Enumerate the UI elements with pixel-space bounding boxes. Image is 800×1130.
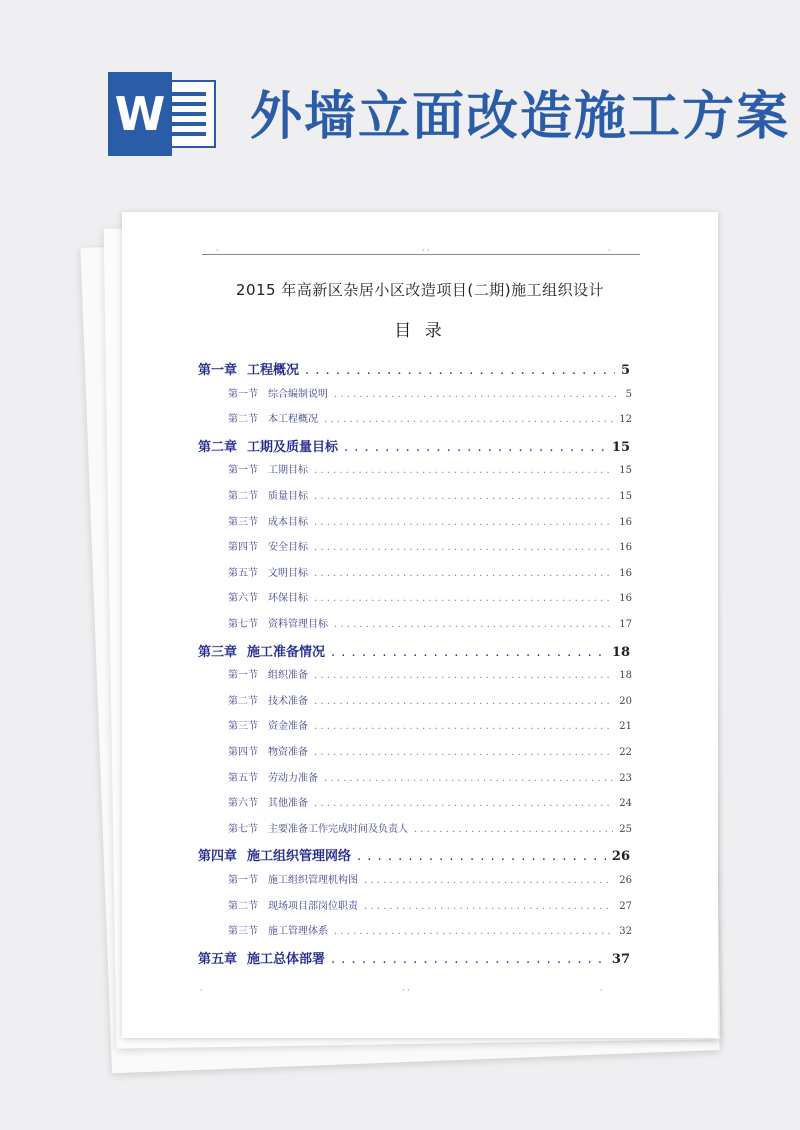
- toc-entry-title: 质量目标: [268, 491, 308, 502]
- dot-leader: [314, 517, 613, 528]
- toc-page-number: 27: [619, 900, 632, 912]
- toc-section-entry[interactable]: [228, 666, 632, 681]
- toc-entry-label: 第七节: [228, 619, 258, 630]
- toc-entry-label: 第四节: [228, 747, 258, 758]
- toc-entry-title: 劳动力准备: [268, 772, 318, 784]
- toc-entry-title: 现场项目部岗位职责: [268, 900, 358, 912]
- toc-section-entry[interactable]: [228, 461, 632, 476]
- toc-page-number: 21: [619, 721, 632, 733]
- toc-entry-label: 第一节: [228, 670, 258, 682]
- toc-entry-title: 其他准备: [268, 798, 308, 810]
- toc-section-entry[interactable]: [228, 385, 632, 400]
- dot-leader: [314, 465, 613, 476]
- toc-entry-title: 施工总体部署: [247, 951, 326, 967]
- dot-leader: [314, 491, 613, 502]
- footer-mark: · ·: [402, 986, 410, 995]
- toc-chapter-entry[interactable]: [198, 436, 630, 455]
- toc-page-number: 16: [619, 593, 632, 605]
- dot-leader: [305, 363, 615, 378]
- toc-entry-label: 第六节: [228, 593, 258, 605]
- toc-page-number: 16: [619, 516, 632, 528]
- toc-entry-title: 环保目标: [268, 593, 308, 605]
- toc-page-number: 26: [611, 849, 630, 865]
- toc-entry-title: 资金准备: [268, 721, 308, 733]
- toc-section-entry[interactable]: [228, 897, 632, 912]
- toc-entry-title: 文明目标: [268, 567, 308, 579]
- toc-entry-label: 第四章: [198, 849, 238, 865]
- toc-section-entry[interactable]: [228, 589, 632, 604]
- toc-entry-label: 第一章: [198, 363, 238, 378]
- document-title: 2015 年高新区杂居小区改造项目(二期)施工组织设计: [235, 281, 605, 299]
- dot-leader: [324, 414, 613, 425]
- toc-entry-title: 施工准备情况: [247, 644, 326, 660]
- toc-page-number: 16: [619, 542, 632, 554]
- toc-entry-title: 主要准备工作完成时间及负责人: [268, 823, 408, 835]
- footer-mark: ·: [200, 986, 203, 995]
- toc-entry-title: 技术准备: [268, 695, 308, 707]
- dot-leader: [334, 926, 613, 937]
- toc-entry-label: 第五节: [228, 772, 258, 784]
- toc-section-entry[interactable]: [228, 692, 632, 707]
- toc-entry-label: 第六节: [228, 798, 258, 810]
- dot-leader: [314, 798, 613, 809]
- dot-leader: [314, 721, 613, 732]
- toc-entry-label: 第一节: [228, 875, 258, 886]
- dot-leader: [324, 773, 613, 784]
- header-mark: · ·: [422, 246, 430, 255]
- toc-section-entry[interactable]: [228, 615, 632, 630]
- toc-page-number: 17: [619, 619, 632, 630]
- toc-chapter-entry[interactable]: [198, 359, 630, 378]
- dot-leader: [344, 440, 606, 455]
- header-rule: [202, 254, 640, 255]
- toc-entry-title: 成本目标: [268, 516, 308, 528]
- toc-entry-title: 工期及质量目标: [247, 439, 339, 455]
- toc-page-number: 5: [625, 388, 632, 400]
- toc-entry-label: 第三节: [228, 926, 258, 938]
- toc-section-entry[interactable]: [228, 922, 632, 937]
- toc-page-number: 16: [619, 567, 632, 579]
- toc-entry-label: 第七节: [228, 823, 258, 835]
- toc-entry-title: 资料管理目标: [268, 619, 328, 630]
- dot-leader: [314, 747, 613, 758]
- toc-page-number: 20: [619, 695, 632, 707]
- toc-page-number: 32: [619, 926, 632, 938]
- dot-leader: [364, 901, 613, 912]
- toc-page-number: 25: [619, 823, 632, 835]
- toc-entry-label: 第二节: [228, 900, 258, 912]
- toc-page-number: 5: [620, 363, 630, 378]
- toc-page-number: 23: [619, 772, 632, 784]
- toc-section-entry[interactable]: [228, 820, 632, 835]
- toc-entry-label: 第二节: [228, 491, 258, 502]
- toc-page-number: 26: [619, 875, 632, 886]
- dot-leader: [334, 619, 613, 630]
- toc-section-entry[interactable]: [228, 717, 632, 732]
- toc-page-number: 12: [619, 414, 632, 426]
- toc-entry-label: 第四节: [228, 542, 258, 554]
- toc-entry-label: 第一节: [228, 465, 258, 477]
- word-letter: W: [108, 72, 172, 156]
- toc-entry-label: 第二章: [198, 439, 238, 455]
- toc-section-entry[interactable]: [228, 769, 632, 784]
- header-mark: ·: [608, 246, 611, 255]
- dot-leader: [331, 952, 606, 967]
- document-page: [122, 212, 718, 1038]
- dot-leader: [364, 875, 613, 886]
- footer-mark: ·: [600, 986, 603, 995]
- dot-leader: [414, 824, 613, 835]
- toc-section-entry[interactable]: [228, 513, 632, 528]
- dot-leader: [314, 568, 613, 579]
- dot-leader: [334, 389, 620, 400]
- word-app-icon: [108, 72, 216, 156]
- toc-page-number: 37: [611, 951, 630, 967]
- toc-entry-title: 安全目标: [268, 542, 308, 554]
- toc-entry-label: 第三节: [228, 721, 258, 733]
- toc-page-number: 22: [619, 747, 632, 758]
- toc-entry-label: 第三章: [198, 644, 238, 660]
- toc-entry-label: 第二节: [228, 695, 258, 707]
- dot-leader: [357, 849, 606, 864]
- toc-chapter-entry[interactable]: [198, 641, 630, 660]
- toc-entry-title: 本工程概况: [268, 414, 318, 426]
- toc-entry-title: 施工管理体系: [268, 926, 328, 938]
- toc-chapter-entry[interactable]: [198, 948, 630, 967]
- toc-entry-title: 工程概况: [247, 363, 300, 378]
- toc-entry-title: 工期目标: [268, 465, 308, 477]
- toc-page-number: 24: [619, 798, 632, 810]
- toc-page-number: 15: [611, 439, 630, 455]
- dot-leader: [314, 542, 613, 553]
- toc-page-number: 18: [619, 670, 632, 682]
- toc-heading: 目 录: [394, 321, 446, 341]
- toc-page-number: 15: [619, 491, 632, 502]
- toc-section-entry[interactable]: [228, 871, 632, 886]
- dot-leader: [314, 670, 613, 681]
- toc-section-entry[interactable]: [228, 743, 632, 758]
- toc-entry-label: 第三节: [228, 516, 258, 528]
- toc-entry-title: 施工组织管理网络: [247, 849, 352, 865]
- toc-entry-label: 第二节: [228, 414, 258, 426]
- toc-section-entry[interactable]: [228, 410, 632, 425]
- toc-entry-title: 物资准备: [268, 747, 308, 758]
- dot-leader: [314, 593, 613, 604]
- toc-section-entry[interactable]: [228, 564, 632, 579]
- dot-leader: [331, 645, 606, 660]
- toc-chapter-entry[interactable]: [198, 845, 630, 864]
- toc-entry-title: 施工组织管理机构图: [268, 875, 358, 886]
- toc-section-entry[interactable]: [228, 487, 632, 502]
- toc-entry-label: 第五节: [228, 567, 258, 579]
- toc-page-number: 18: [611, 644, 630, 660]
- toc-entry-label: 第一节: [228, 388, 258, 400]
- toc-entry-title: 组织准备: [268, 670, 308, 682]
- toc-section-entry[interactable]: [228, 538, 632, 553]
- toc-section-entry[interactable]: [228, 794, 632, 809]
- toc-entry-label: 第五章: [198, 951, 238, 967]
- banner-title: 外墙立面改造施工方案: [250, 86, 791, 147]
- header-mark: ·: [216, 246, 219, 255]
- toc-page-number: 15: [619, 465, 632, 477]
- dot-leader: [314, 696, 613, 707]
- toc-entry-title: 综合编制说明: [268, 388, 328, 400]
